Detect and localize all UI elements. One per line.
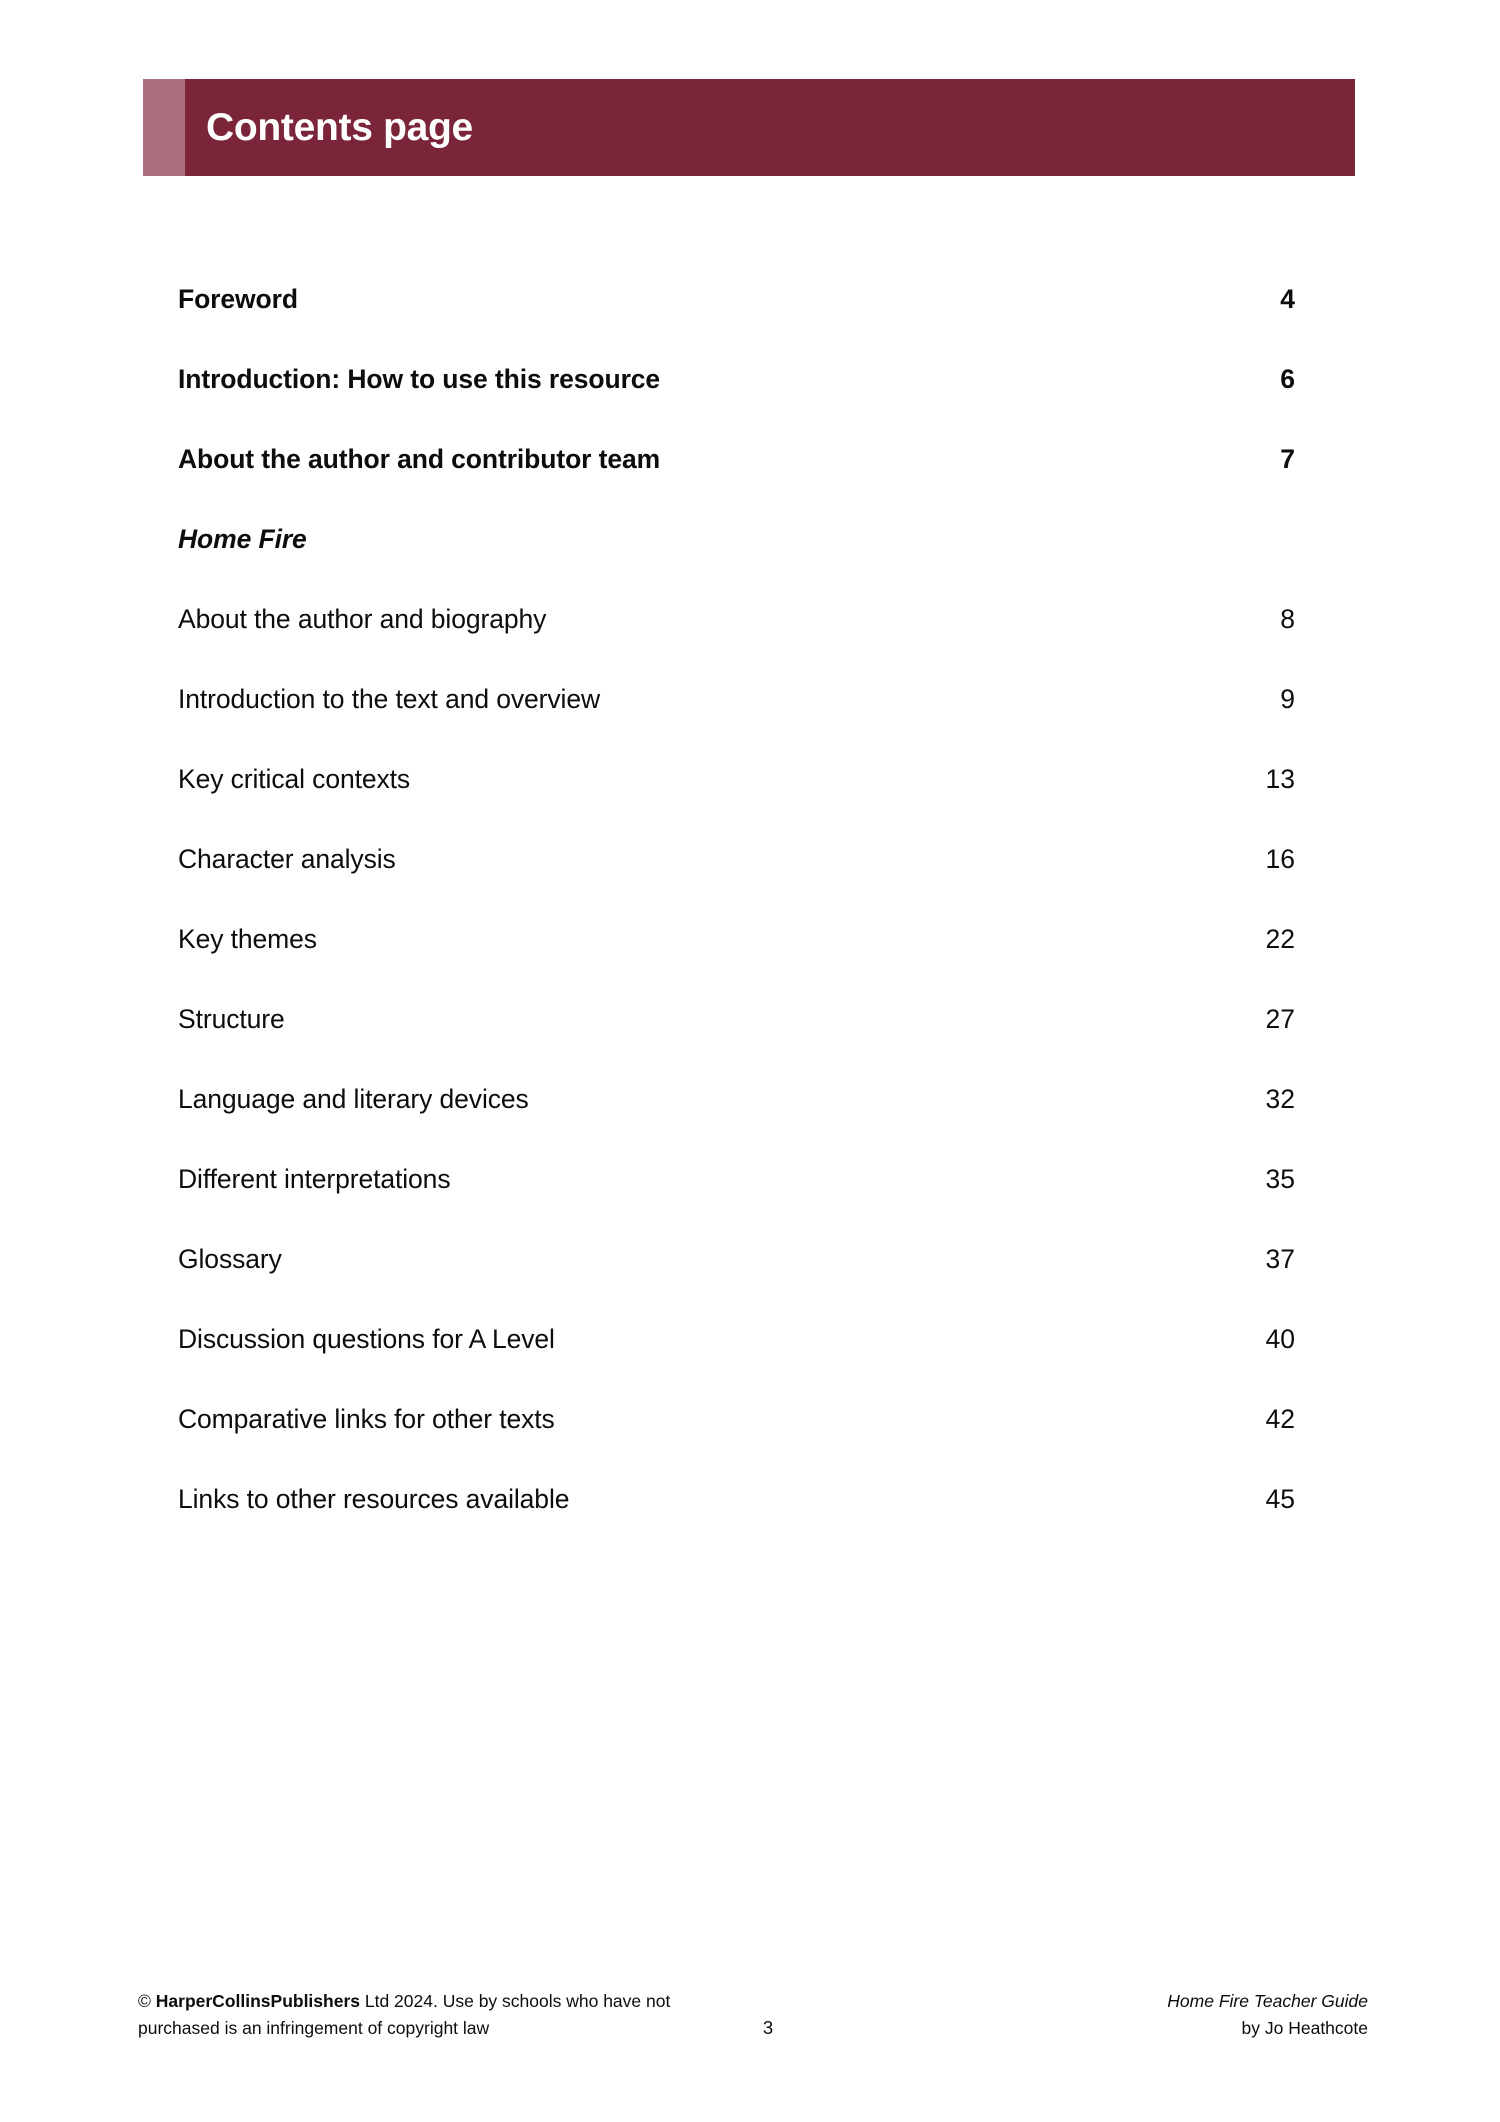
footer-guide-info xyxy=(848,1988,1368,2041)
toc-row[interactable] xyxy=(178,364,1295,444)
toc-entry-page-number: 40 xyxy=(1265,1324,1295,1354)
toc-row[interactable] xyxy=(178,604,1295,684)
toc-row[interactable] xyxy=(178,444,1295,524)
toc-entry-label: Key critical contexts xyxy=(178,764,411,794)
toc-entry-label: Introduction to the text and overview xyxy=(178,684,601,714)
toc-entry-page-number: 27 xyxy=(1265,1004,1295,1034)
contents-header-banner xyxy=(143,79,1355,176)
toc-entry-label: Character analysis xyxy=(178,844,396,874)
toc-entry-label: Home Fire xyxy=(178,524,307,554)
toc-row[interactable] xyxy=(178,1244,1295,1324)
toc-entry-page-number: 42 xyxy=(1265,1404,1295,1434)
copyright-text: Ltd 2024. Use by schools who have not purchased is an infringement of copyright law xyxy=(138,1991,671,2038)
guide-title: Home Fire Teacher Guide xyxy=(1167,1991,1368,2011)
toc-entry-label: Key themes xyxy=(178,924,317,954)
toc-row[interactable] xyxy=(178,284,1295,364)
copyright-symbol: © xyxy=(138,1991,156,2011)
toc-row[interactable] xyxy=(178,1164,1295,1244)
toc-entry-page-number: 7 xyxy=(1280,444,1295,474)
toc-entry-label: Comparative links for other texts xyxy=(178,1404,555,1434)
publisher-name: HarperCollinsPublishers xyxy=(155,1991,360,2011)
toc-row[interactable] xyxy=(178,1404,1295,1484)
toc-entry-label: Different interpretations xyxy=(178,1164,451,1194)
toc-entry-label: Structure xyxy=(178,1004,285,1034)
page-footer xyxy=(138,1988,1368,2052)
toc-entry-page-number: 35 xyxy=(1265,1164,1295,1194)
toc-entry-label: About the author and contributor team xyxy=(178,444,661,474)
toc-entry-page-number: 13 xyxy=(1265,764,1295,794)
toc-entry-label: Glossary xyxy=(178,1244,282,1274)
toc-row[interactable] xyxy=(178,764,1295,844)
toc-entry-page-number: 8 xyxy=(1280,604,1295,634)
page-title: Contents page xyxy=(206,106,473,149)
banner-accent-bar xyxy=(143,79,185,176)
toc-entry-page-number: 16 xyxy=(1265,844,1295,874)
toc-entry-page-number: 9 xyxy=(1280,684,1295,714)
table-of-contents xyxy=(178,284,1295,1564)
toc-entry-label: Links to other resources available xyxy=(178,1484,570,1514)
toc-entry-page-number: 4 xyxy=(1280,284,1295,314)
copyright-notice xyxy=(138,1988,698,2041)
toc-row[interactable] xyxy=(178,1324,1295,1404)
toc-entry-label: Introduction: How to use this resource xyxy=(178,364,661,394)
toc-entry-label: Foreword xyxy=(178,284,298,314)
toc-row[interactable] xyxy=(178,924,1295,1004)
toc-entry-page-number: 6 xyxy=(1280,364,1295,394)
toc-entry-page-number: 22 xyxy=(1265,924,1295,954)
footer-page-number: 3 xyxy=(762,2017,774,2038)
toc-row[interactable] xyxy=(178,684,1295,764)
toc-row[interactable] xyxy=(178,1484,1295,1564)
toc-entry-label: Discussion questions for A Level xyxy=(178,1324,555,1354)
toc-entry-page-number: 45 xyxy=(1265,1484,1295,1514)
toc-row[interactable] xyxy=(178,1004,1295,1084)
toc-entry-page-number: 37 xyxy=(1265,1244,1295,1274)
banner-body xyxy=(185,79,1355,176)
toc-entry-label: Language and literary devices xyxy=(178,1084,529,1114)
guide-author: by Jo Heathcote xyxy=(1241,2017,1368,2038)
toc-entry-page-number: 32 xyxy=(1265,1084,1295,1114)
toc-row[interactable] xyxy=(178,844,1295,924)
toc-entry-label: About the author and biography xyxy=(178,604,547,634)
toc-section-heading[interactable] xyxy=(178,524,1295,604)
toc-row[interactable] xyxy=(178,1084,1295,1164)
